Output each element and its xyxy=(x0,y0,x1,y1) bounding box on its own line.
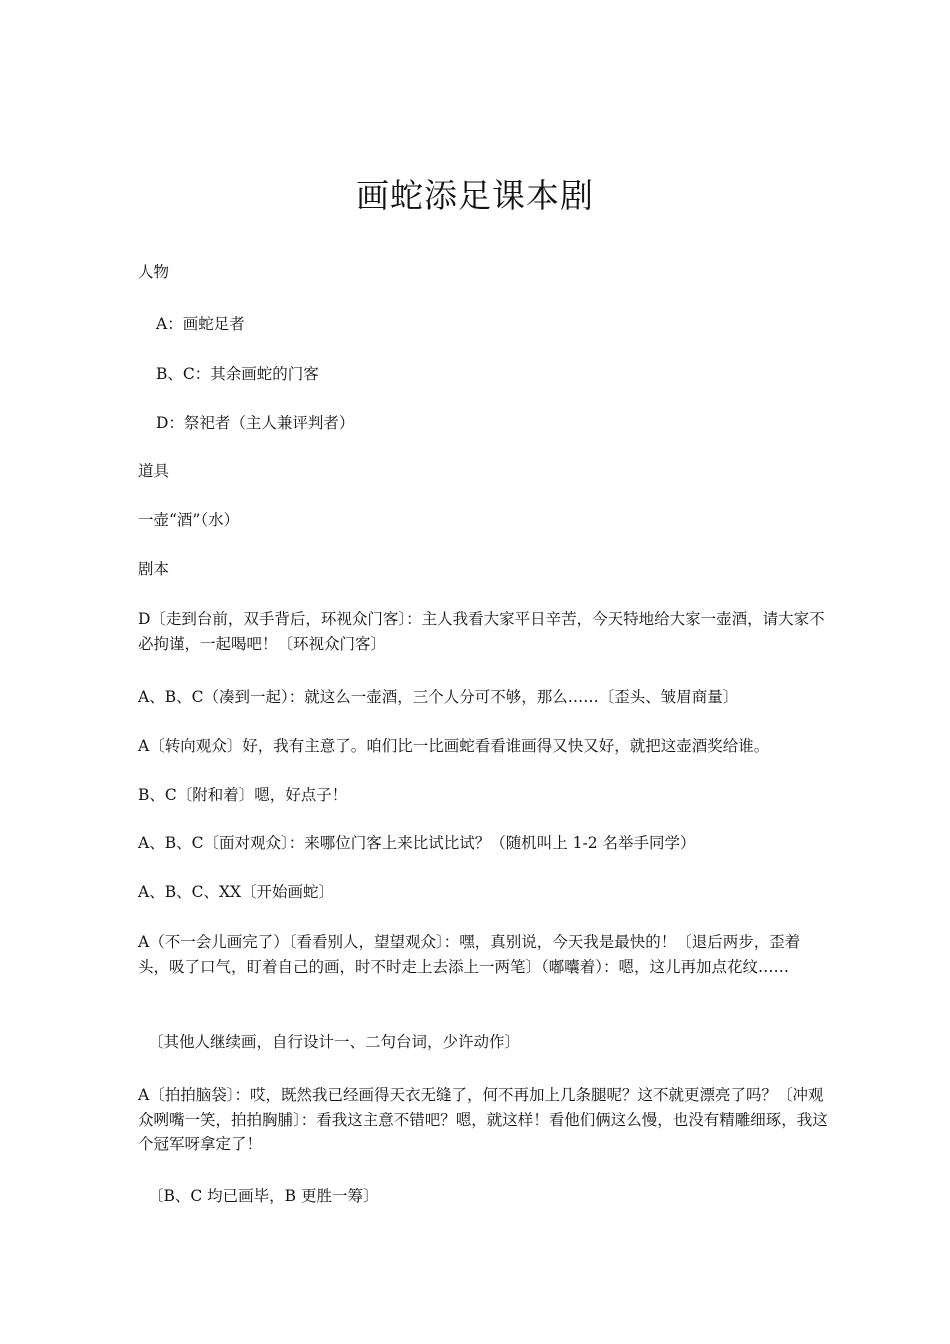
characters-heading: 人物 xyxy=(138,263,170,281)
script-line: A〔拍拍脑袋〕：哎，既然我已经画得天衣无缝了，何不再加上几条腿呢？这不就更漂亮了吗？〔冲观众咧嘴一笑，拍拍胸脯〕：看我这主意不错吧？嗯，就这样！看他们俩这么慢，也没有精雕细琢，我这个冠军呀拿定了！ xyxy=(138,1086,828,1153)
script-line: A（不一会儿画完了）〔看看别人，望望观众〕：嘿，真别说，今天我是最快的！〔退后两步，歪着头，吸了口气，盯着自己的画，时不时走上去添上一两笔〕（嘟囔着）：嗯，这儿再加点花纹…… xyxy=(138,933,801,976)
stage-direction: 〔其他人继续画，自行设计一、二句台词，少许动作〕 xyxy=(148,1033,521,1051)
script-line: A、B、C〔面对观众〕：来哪位门客上来比试比试？（随机叫上 1-2 名举手同学） xyxy=(138,834,696,852)
props-item: 一壶“酒”（水） xyxy=(138,511,240,529)
script-line: A〔转向观众〕好，我有主意了。咱们比一比画蛇看看谁画得又快又好，就把这壶酒奖给谁。 xyxy=(138,737,770,755)
props-heading: 道具 xyxy=(138,462,170,480)
character-a: A：画蛇足者 xyxy=(156,315,245,333)
script-line: B、C〔附和着〕嗯，好点子！ xyxy=(138,786,348,804)
stage-direction: 〔B、C 均已画毕，B 更胜一筹〕 xyxy=(148,1187,379,1205)
script-heading: 剧本 xyxy=(138,560,170,578)
character-d: D：祭祀者（主人兼评判者） xyxy=(156,414,355,432)
script-line: A、B、C、XX〔开始画蛇〕 xyxy=(138,883,335,901)
script-line: D〔走到台前，双手背后，环视众门客〕：主人我看大家平日辛苦，今天特地给大家一壶酒，请大家不必拘谨，一起喝吧！〔环视众门客〕 xyxy=(138,610,825,653)
page-title: 画蛇添足课本剧 xyxy=(356,176,594,215)
script-line: A、B、C（凑到一起）：就这么一壶酒，三个人分可不够，那么……〔歪头、皱眉商量〕 xyxy=(138,688,739,706)
character-bc: B、C：其余画蛇的门客 xyxy=(156,365,319,383)
